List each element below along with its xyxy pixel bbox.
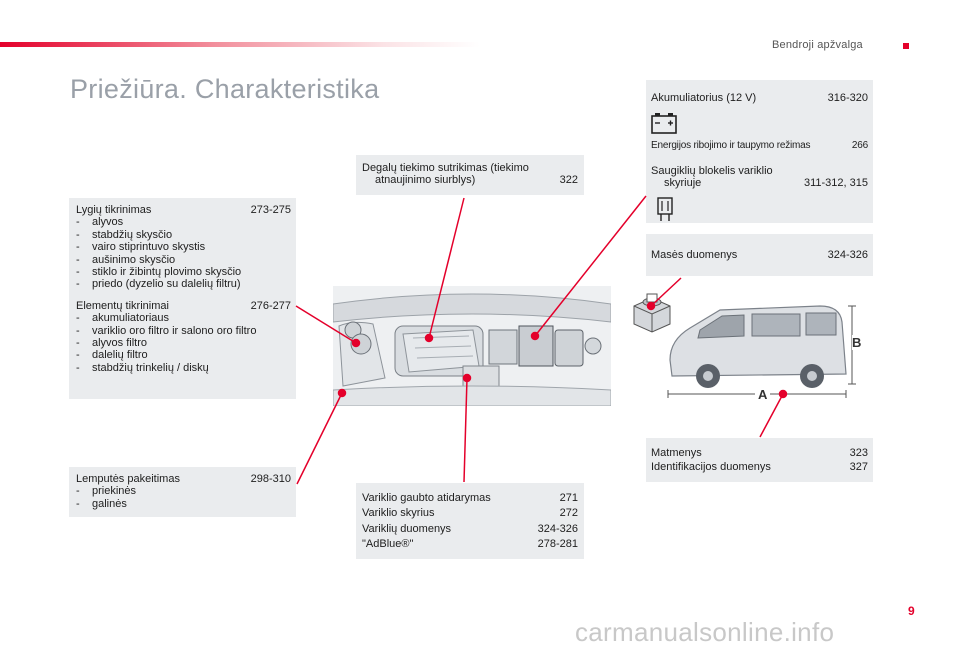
energy-pages: 266 (851, 140, 868, 152)
dimension-label-b: B (852, 335, 862, 350)
engine-row-label: Variklio skyrius (362, 507, 435, 520)
battery-pages: 316-320 (827, 92, 868, 104)
fuse-line2: skyriuje (664, 177, 702, 190)
engine-row-pages: 278-281 (537, 538, 578, 551)
mass-pages: 324-326 (827, 249, 868, 261)
fuel-pages: 322 (559, 174, 578, 187)
engine-row-pages: 324-326 (537, 522, 578, 535)
fuel-line1: Degalų tiekimo sutrikimas (tiekimo (362, 162, 529, 174)
engine-row-pages: 272 (559, 507, 578, 520)
dims-row-pages: 323 (849, 447, 868, 459)
page-title: Priežiūra. Charakteristika (70, 74, 380, 104)
dims-row-label: Matmenys (651, 447, 702, 459)
list-item: - akumuliatoriaus (76, 312, 291, 324)
bulb-pages: 298-310 (250, 473, 291, 485)
list-item: - alyvos (76, 216, 291, 228)
fuel-line2: atnaujinimo siurblys) (375, 174, 476, 187)
checks-label: Elementų tikrinimai (76, 299, 169, 312)
list-item: - aušinimo skysčio (76, 254, 291, 266)
section-title: Bendroji apžvalga (772, 39, 863, 51)
list-item: - variklio oro filtro ir salono oro filtro (76, 325, 291, 337)
list-item: - dalelių filtro (76, 349, 291, 361)
levels-pages: 273-275 (250, 204, 291, 216)
engine-row-label: Variklių duomenys (362, 522, 452, 535)
dims-row-pages: 327 (849, 461, 868, 474)
watermark: carmanualsonline.info (575, 617, 835, 647)
fuse-line1: Saugiklių blokelis variklio (651, 164, 773, 177)
bulb-label: Lemputės pakeitimas (76, 473, 180, 485)
levels-label: Lygių tikrinimas (76, 204, 152, 216)
engine-row-label: Variklio gaubto atidarymas (362, 492, 491, 504)
list-item: - galinės (76, 498, 291, 510)
page-number: 9 (908, 604, 915, 618)
battery-label: Akumuliatorius (12 V) (651, 92, 757, 104)
engine-row-label: "AdBlue®" (362, 538, 414, 551)
dimension-label-a: A (755, 387, 770, 402)
energy-label: Energijos ribojimo ir taupymo režimas (651, 140, 811, 152)
list-item: - stabdžių trinkelių / diskų (76, 362, 291, 374)
fuse-pages: 311-312, 315 (803, 177, 868, 190)
list-item: - priedo (dyzelio su dalelių filtru) (76, 278, 291, 290)
dims-row-label: Identifikacijos duomenys (651, 461, 771, 474)
list-item: - alyvos filtro (76, 337, 291, 349)
list-item: - priekinės (76, 485, 291, 497)
checks-pages: 276-277 (250, 299, 291, 312)
mass-label: Masės duomenys (651, 249, 738, 261)
list-item: - stiklo ir žibintų plovimo skysčio (76, 266, 291, 278)
engine-row-pages: 271 (559, 492, 578, 504)
list-item: - stabdžių skysčio (76, 229, 291, 241)
list-item: - vairo stiprintuvo skystis (76, 241, 291, 253)
